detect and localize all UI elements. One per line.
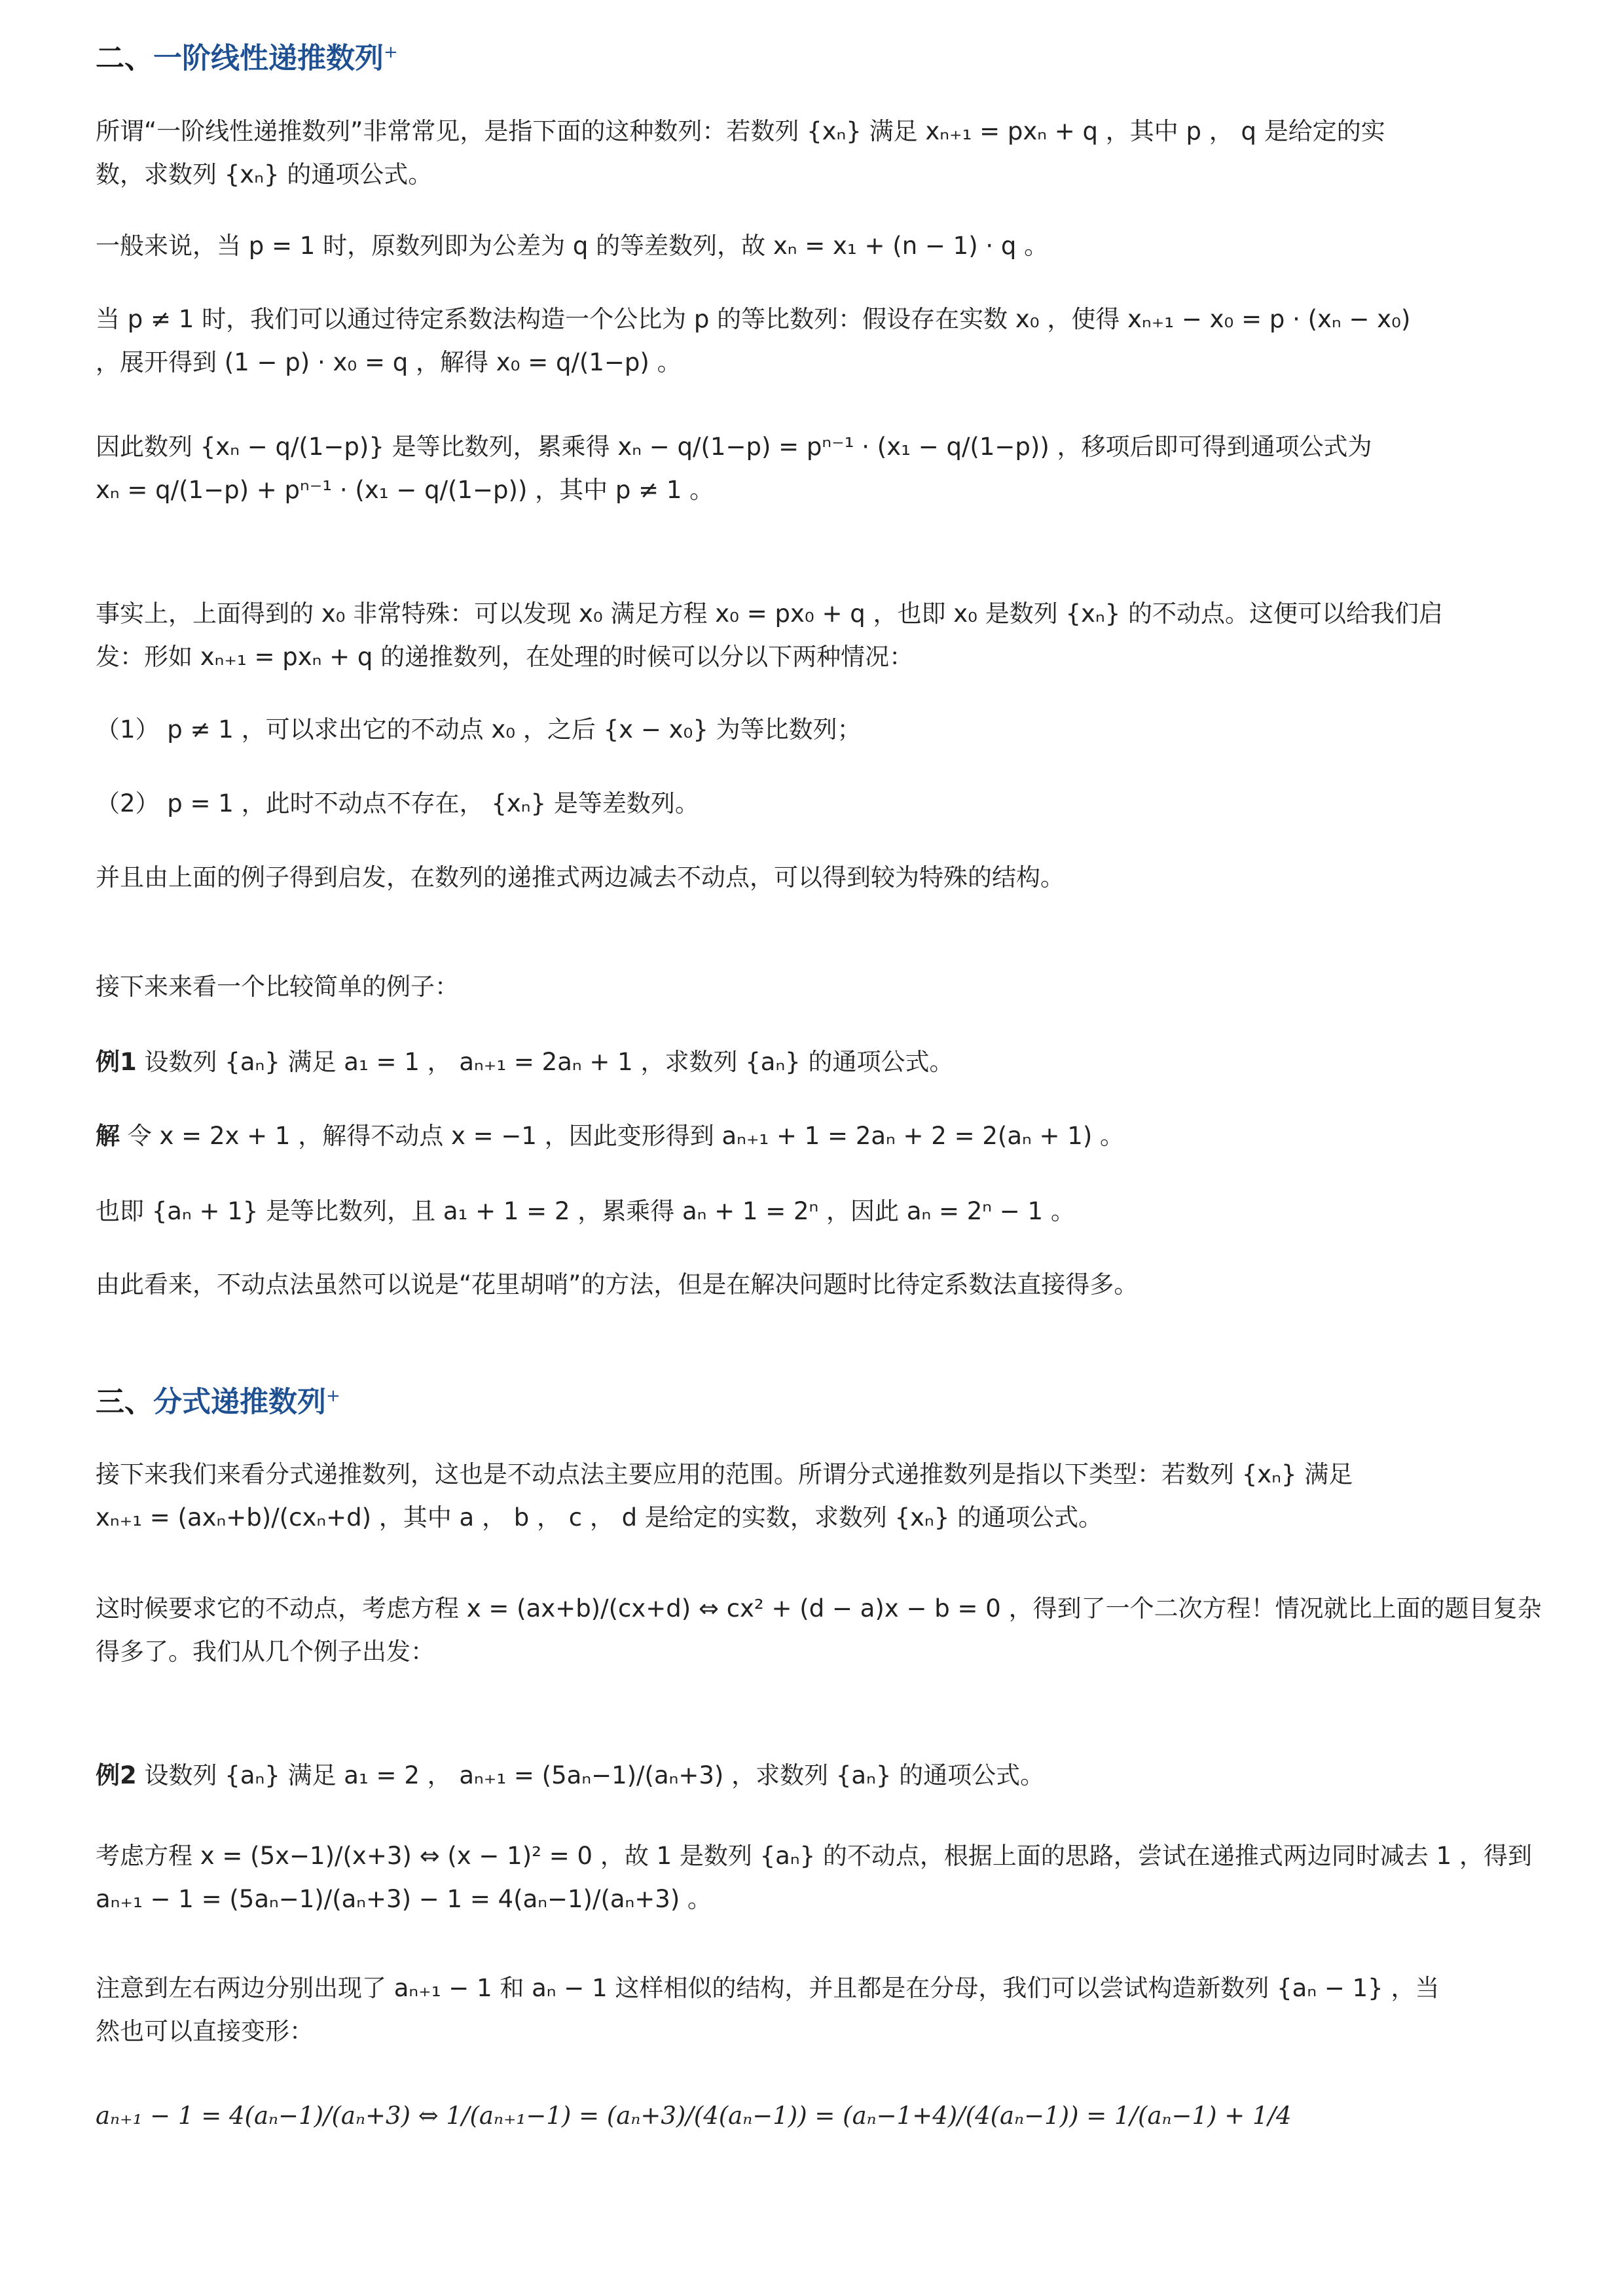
paragraph-fixed-point [96,592,1443,679]
text-line: 发：形如 xₙ₊₁ = pxₙ + q 的递推数列，在处理的时候可以分以下两种情况： [96,643,914,671]
section-2-mark: + [384,43,398,62]
example-1-statement [96,1041,954,1084]
example-2-observation [96,1967,1439,2053]
text-line: 注意到左右两边分别出现了 aₙ₊₁ − 1 和 aₙ − 1 这样相似的结构，并且都是在分母，我们可以尝试构造新数列 {aₙ − 1} ，当 [96,1974,1440,2002]
example-2-statement [96,1754,1044,1797]
text-line: 然也可以直接变形： [96,2017,314,2045]
text-line: 当 p ≠ 1 时，我们可以通过待定系数法构造一个公比为 p 的等比数列：假设存在实数 x₀ ，使得 xₙ₊₁ − x₀ = p · (xₙ − x₀) [96,305,1411,333]
list-item-case-2 [96,782,699,825]
solution-label: 解 [96,1122,120,1150]
text-line: 由此看来，不动点法虽然可以说是“花里胡哨”的方法，但是在解决问题时比待定系数法直接得多。 [96,1270,1139,1299]
paragraph-case-p-equals-1 [96,224,1048,268]
text-line: 因此数列 {xₙ − q/(1−p)} 是等比数列，累乘得 xₙ − q/(1−p) = pⁿ⁻¹ · (x₁ − q/(1−p)) ，移项后即可得到通项公式为 [96,433,1372,461]
text-line: （1） p ≠ 1 ，可以求出它的不动点 x₀ ，之后 {x − x₀} 为等比数列； [96,715,862,744]
text-line: 一般来说，当 p = 1 时，原数列即为公差为 q 的等差数列，故 xₙ = x₁ + (n − 1) · q 。 [96,232,1049,260]
section-2-number: 二、 [96,41,153,75]
text-line: 得多了。我们从几个例子出发： [96,1638,435,1666]
example-1-label: 例1 [96,1048,137,1076]
text-line: 也即 {aₙ + 1} 是等比数列，且 a₁ + 1 = 2 ，累乘得 aₙ + 1 = 2ⁿ ，因此 aₙ = 2ⁿ − 1 。 [96,1197,1075,1225]
solution-text: 令 x = 2x + 1 ，解得不动点 x = −1 ，因此变形得到 aₙ₊₁ + 1 = 2aₙ + 2 = 2(aₙ + 1) 。 [120,1122,1125,1150]
paragraph-next-example [96,965,459,1009]
formula-line: aₙ₊₁ − 1 = 4(aₙ−1)/(aₙ+3) ⇔ 1/(aₙ₊₁−1) = (aₙ+3)/(4(aₙ−1)) = (aₙ−1+4)/(4(aₙ−1)) = 1/(aₙ−1) + 1/4 [96,2102,1292,2130]
example-2-transformation [96,2094,1292,2138]
paragraph-quadratic [96,1587,1542,1674]
text-line: 并且由上面的例子得到启发，在数列的递推式两边减去不动点，可以得到较为特殊的结构。 [96,863,1065,891]
section-3-heading [96,1376,340,1422]
paragraph-fractional-definition [96,1453,1353,1539]
example-1-followup [96,1190,1075,1233]
example-1-remark [96,1263,1138,1306]
example-2-label: 例2 [96,1761,137,1789]
section-3-mark: + [326,1386,340,1406]
text-line: 这时候要求它的不动点，考虑方程 x = (ax+b)/(cx+d) ⇔ cx² + (d − a)x − b = 0 ，得到了一个二次方程！情况就比上面的题目复杂 [96,1594,1542,1623]
text-line: xₙ₊₁ = (axₙ+b)/(cxₙ+d) ，其中 a ， b ， c ， d 是给定的实数，求数列 {xₙ} 的通项公式。 [96,1503,1103,1532]
text-line: 数，求数列 {xₙ} 的通项公式。 [96,160,433,188]
text-line: 接下来我们来看分式递推数列，这也是不动点法主要应用的范围。所谓分式递推数列是指以下类型：若数列 {xₙ} 满足 [96,1460,1353,1488]
list-item-case-1 [96,708,862,751]
text-line: xₙ = q/(1−p) + pⁿ⁻¹ · (x₁ − q/(1−p)) ，其中 p ≠ 1 。 [96,476,714,504]
paragraph-definition [96,110,1385,196]
text-line: 事实上，上面得到的 x₀ 非常特殊：可以发现 x₀ 满足方程 x₀ = px₀ + q ，也即 x₀ 是数列 {xₙ} 的不动点。这便可以给我们启 [96,600,1443,628]
section-2-title: 一阶线性递推数列 [153,41,384,75]
paragraph-general-formula [96,425,1372,512]
example-2-text: 设数列 {aₙ} 满足 a₁ = 2 ， aₙ₊₁ = (5aₙ−1)/(aₙ+3) ，求数列 {aₙ} 的通项公式。 [136,1761,1045,1789]
section-3-title: 分式递推数列 [153,1385,326,1419]
example-1-text: 设数列 {aₙ} 满足 a₁ = 1 ， aₙ₊₁ = 2aₙ + 1 ，求数列 {aₙ} 的通项公式。 [136,1048,954,1076]
section-3-number: 三、 [96,1385,153,1419]
paragraph-inspiration [96,856,1065,899]
text-line: 所谓“一阶线性递推数列”非常常见，是指下面的这种数列：若数列 {xₙ} 满足 xₙ₊₁ = pxₙ + q ，其中 p ， q 是给定的实 [96,117,1385,145]
text-line: 考虑方程 x = (5x−1)/(x+3) ⇔ (x − 1)² = 0 ，故 1 是数列 {aₙ} 的不动点，根据上面的思路，尝试在递推式两边同时减去 1 ，得到 [96,1842,1532,1870]
paragraph-case-p-not-1 [96,298,1410,384]
text-line: （2） p = 1 ，此时不动点不存在， {xₙ} 是等差数列。 [96,789,699,817]
text-line: ，展开得到 (1 − p) · x₀ = q ，解得 x₀ = q/(1−p) 。 [96,348,682,376]
section-2-heading [96,33,398,79]
text-line: aₙ₊₁ − 1 = (5aₙ−1)/(aₙ+3) − 1 = 4(aₙ−1)/(aₙ+3) 。 [96,1885,712,1913]
text-line: 接下来来看一个比较简单的例子： [96,973,459,1001]
example-1-solution [96,1115,1124,1158]
example-2-analysis [96,1835,1532,1921]
